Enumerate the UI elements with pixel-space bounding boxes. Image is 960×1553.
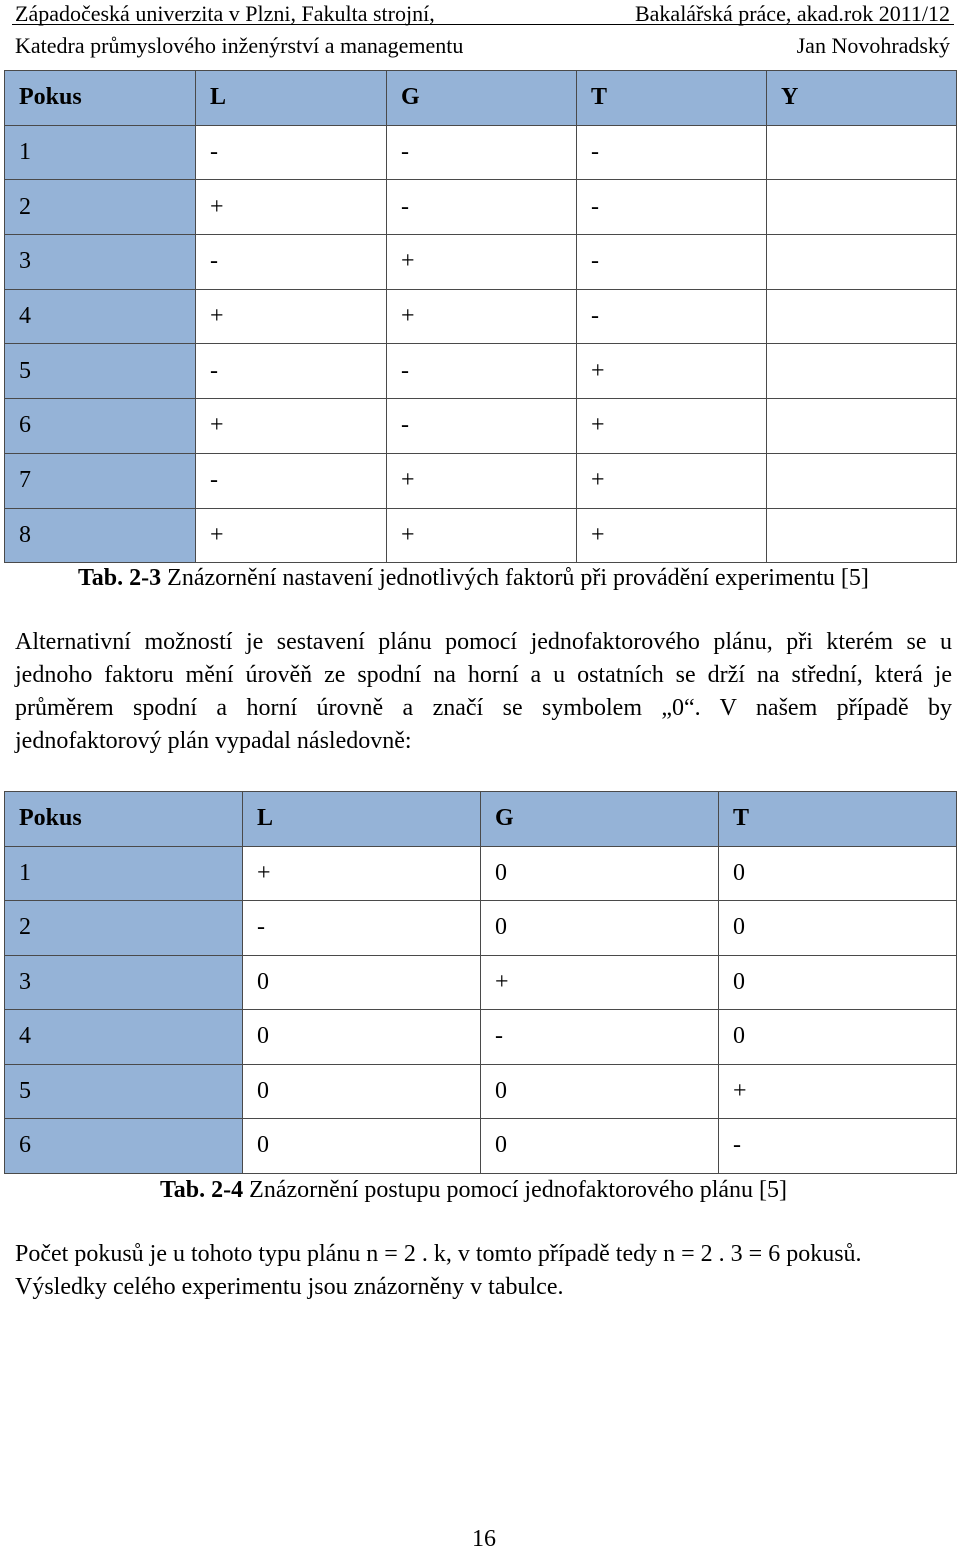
table2-caption-label: Tab. 2-4 <box>160 1177 244 1203</box>
table1-caption <box>78 564 869 592</box>
table-row <box>5 1064 957 1119</box>
table-cell: 2 <box>5 180 196 235</box>
table-row <box>5 955 957 1010</box>
table-cell: 0 <box>719 1010 957 1065</box>
column-header: Pokus <box>5 792 243 847</box>
column-header: T <box>577 71 767 126</box>
table-cell: 4 <box>5 289 196 344</box>
table-cell: + <box>196 289 387 344</box>
column-header: G <box>387 71 577 126</box>
column-header: L <box>196 71 387 126</box>
table-cell: 2 <box>5 901 243 956</box>
table-cell: 4 <box>5 1010 243 1065</box>
table-cell <box>767 399 957 454</box>
header-rule <box>12 24 954 25</box>
table1-caption-text: Znázornění nastavení jednotlivých faktorů při provádění experimentu [5] <box>161 565 869 591</box>
column-header: G <box>481 792 719 847</box>
table-cell: - <box>577 235 767 290</box>
table2-caption <box>160 1176 787 1204</box>
table-cell: - <box>577 289 767 344</box>
table-cell: + <box>387 508 577 563</box>
table-cell <box>767 508 957 563</box>
table-cell: - <box>387 344 577 399</box>
table-cell: 0 <box>243 1119 481 1174</box>
table-cell: 5 <box>5 1064 243 1119</box>
table-cell: 7 <box>5 453 196 508</box>
table-cell <box>767 289 957 344</box>
table-cell: 0 <box>243 1010 481 1065</box>
experiment-count-line: Počet pokusů je u tohoto typu plánu n = 2 . k, v tomto případě tedy n = 2 . 3 = 6 pokusů. <box>15 1241 862 1267</box>
table-row <box>5 846 957 901</box>
paragraph-line: průměrem spodní a horní úrovně a značí se symbolem „0“. V našem případě by <box>15 695 952 721</box>
table-cell: - <box>243 901 481 956</box>
table-cell <box>767 344 957 399</box>
table-cell: + <box>387 453 577 508</box>
table-row <box>5 508 957 563</box>
column-header: T <box>719 792 957 847</box>
table-cell: + <box>196 399 387 454</box>
table-cell: - <box>577 125 767 180</box>
table-cell: - <box>481 1010 719 1065</box>
table-cell <box>767 453 957 508</box>
table-cell: - <box>196 125 387 180</box>
table-cell <box>767 180 957 235</box>
table-cell: 0 <box>481 901 719 956</box>
table-cell: 0 <box>719 846 957 901</box>
table-row <box>5 1119 957 1174</box>
table-cell: 5 <box>5 344 196 399</box>
table-cell: 0 <box>719 901 957 956</box>
table-row <box>5 289 957 344</box>
table-cell: - <box>196 235 387 290</box>
column-header: Pokus <box>5 71 196 126</box>
table-cell: + <box>196 180 387 235</box>
page-number: 16 <box>472 1526 496 1552</box>
paragraph-one-factor-plan <box>15 626 952 758</box>
results-line: Výsledky celého experimentu jsou znázorněny v tabulce. <box>15 1274 564 1300</box>
table-cell: 0 <box>719 955 957 1010</box>
table-cell: - <box>387 125 577 180</box>
table-cell: + <box>577 453 767 508</box>
table-cell: - <box>196 344 387 399</box>
header-university: Západočeská univerzita v Plzni, Fakulta strojní, <box>15 1 435 26</box>
table-cell: 0 <box>481 846 719 901</box>
table1-header-row <box>5 71 957 126</box>
table-cell: 0 <box>481 1064 719 1119</box>
table-cell: - <box>196 453 387 508</box>
header-thesis-info: Bakalářská práce, akad.rok 2011/12 <box>634 1 950 26</box>
table-cell: 6 <box>5 399 196 454</box>
column-header: Y <box>767 71 957 126</box>
table-cell: - <box>387 180 577 235</box>
table-cell: 0 <box>481 1119 719 1174</box>
table-row <box>5 235 957 290</box>
table-row <box>5 901 957 956</box>
paragraph-line: Alternativní možností je sestavení plánu pomocí jednofaktorového plánu, při kterém se u <box>15 629 952 655</box>
paragraph-line: jednofaktorový plán vypadal následovně: <box>15 728 412 754</box>
table-cell: 1 <box>5 846 243 901</box>
table-row <box>5 125 957 180</box>
table2-header-row <box>5 792 957 847</box>
table-cell <box>767 235 957 290</box>
table-cell: 8 <box>5 508 196 563</box>
table-row <box>5 180 957 235</box>
table-cell: + <box>577 399 767 454</box>
table-cell: - <box>387 399 577 454</box>
table-cell <box>767 125 957 180</box>
table-cell: 0 <box>243 1064 481 1119</box>
table-row <box>5 344 957 399</box>
table-cell: + <box>719 1064 957 1119</box>
table-cell: 3 <box>5 235 196 290</box>
table-cell: + <box>196 508 387 563</box>
paragraph-line: jednoho faktoru mění úrověň ze spodní na horní a u ostatních se drží na střední, která je <box>15 662 952 688</box>
table-cell: + <box>481 955 719 1010</box>
table-cell: 6 <box>5 1119 243 1174</box>
table-cell: + <box>243 846 481 901</box>
header-department: Katedra průmyslového inženýrství a managementu <box>15 33 464 58</box>
table-cell: - <box>577 180 767 235</box>
table-cell: + <box>387 289 577 344</box>
table1-caption-label: Tab. 2-3 <box>78 565 162 591</box>
header-author: Jan Novohradský <box>796 33 950 58</box>
column-header: L <box>243 792 481 847</box>
table-cell: 1 <box>5 125 196 180</box>
table-row <box>5 1010 957 1065</box>
table-row <box>5 453 957 508</box>
table-cell: + <box>577 508 767 563</box>
table-cell: + <box>387 235 577 290</box>
table-cell: 0 <box>243 955 481 1010</box>
full-factorial-table <box>4 70 957 563</box>
table2-caption-text: Znázornění postupu pomocí jednofaktorového plánu [5] <box>243 1177 788 1203</box>
table-cell: 3 <box>5 955 243 1010</box>
table-cell: - <box>719 1119 957 1174</box>
table-cell: + <box>577 344 767 399</box>
table-row <box>5 399 957 454</box>
one-factor-table <box>4 791 957 1174</box>
